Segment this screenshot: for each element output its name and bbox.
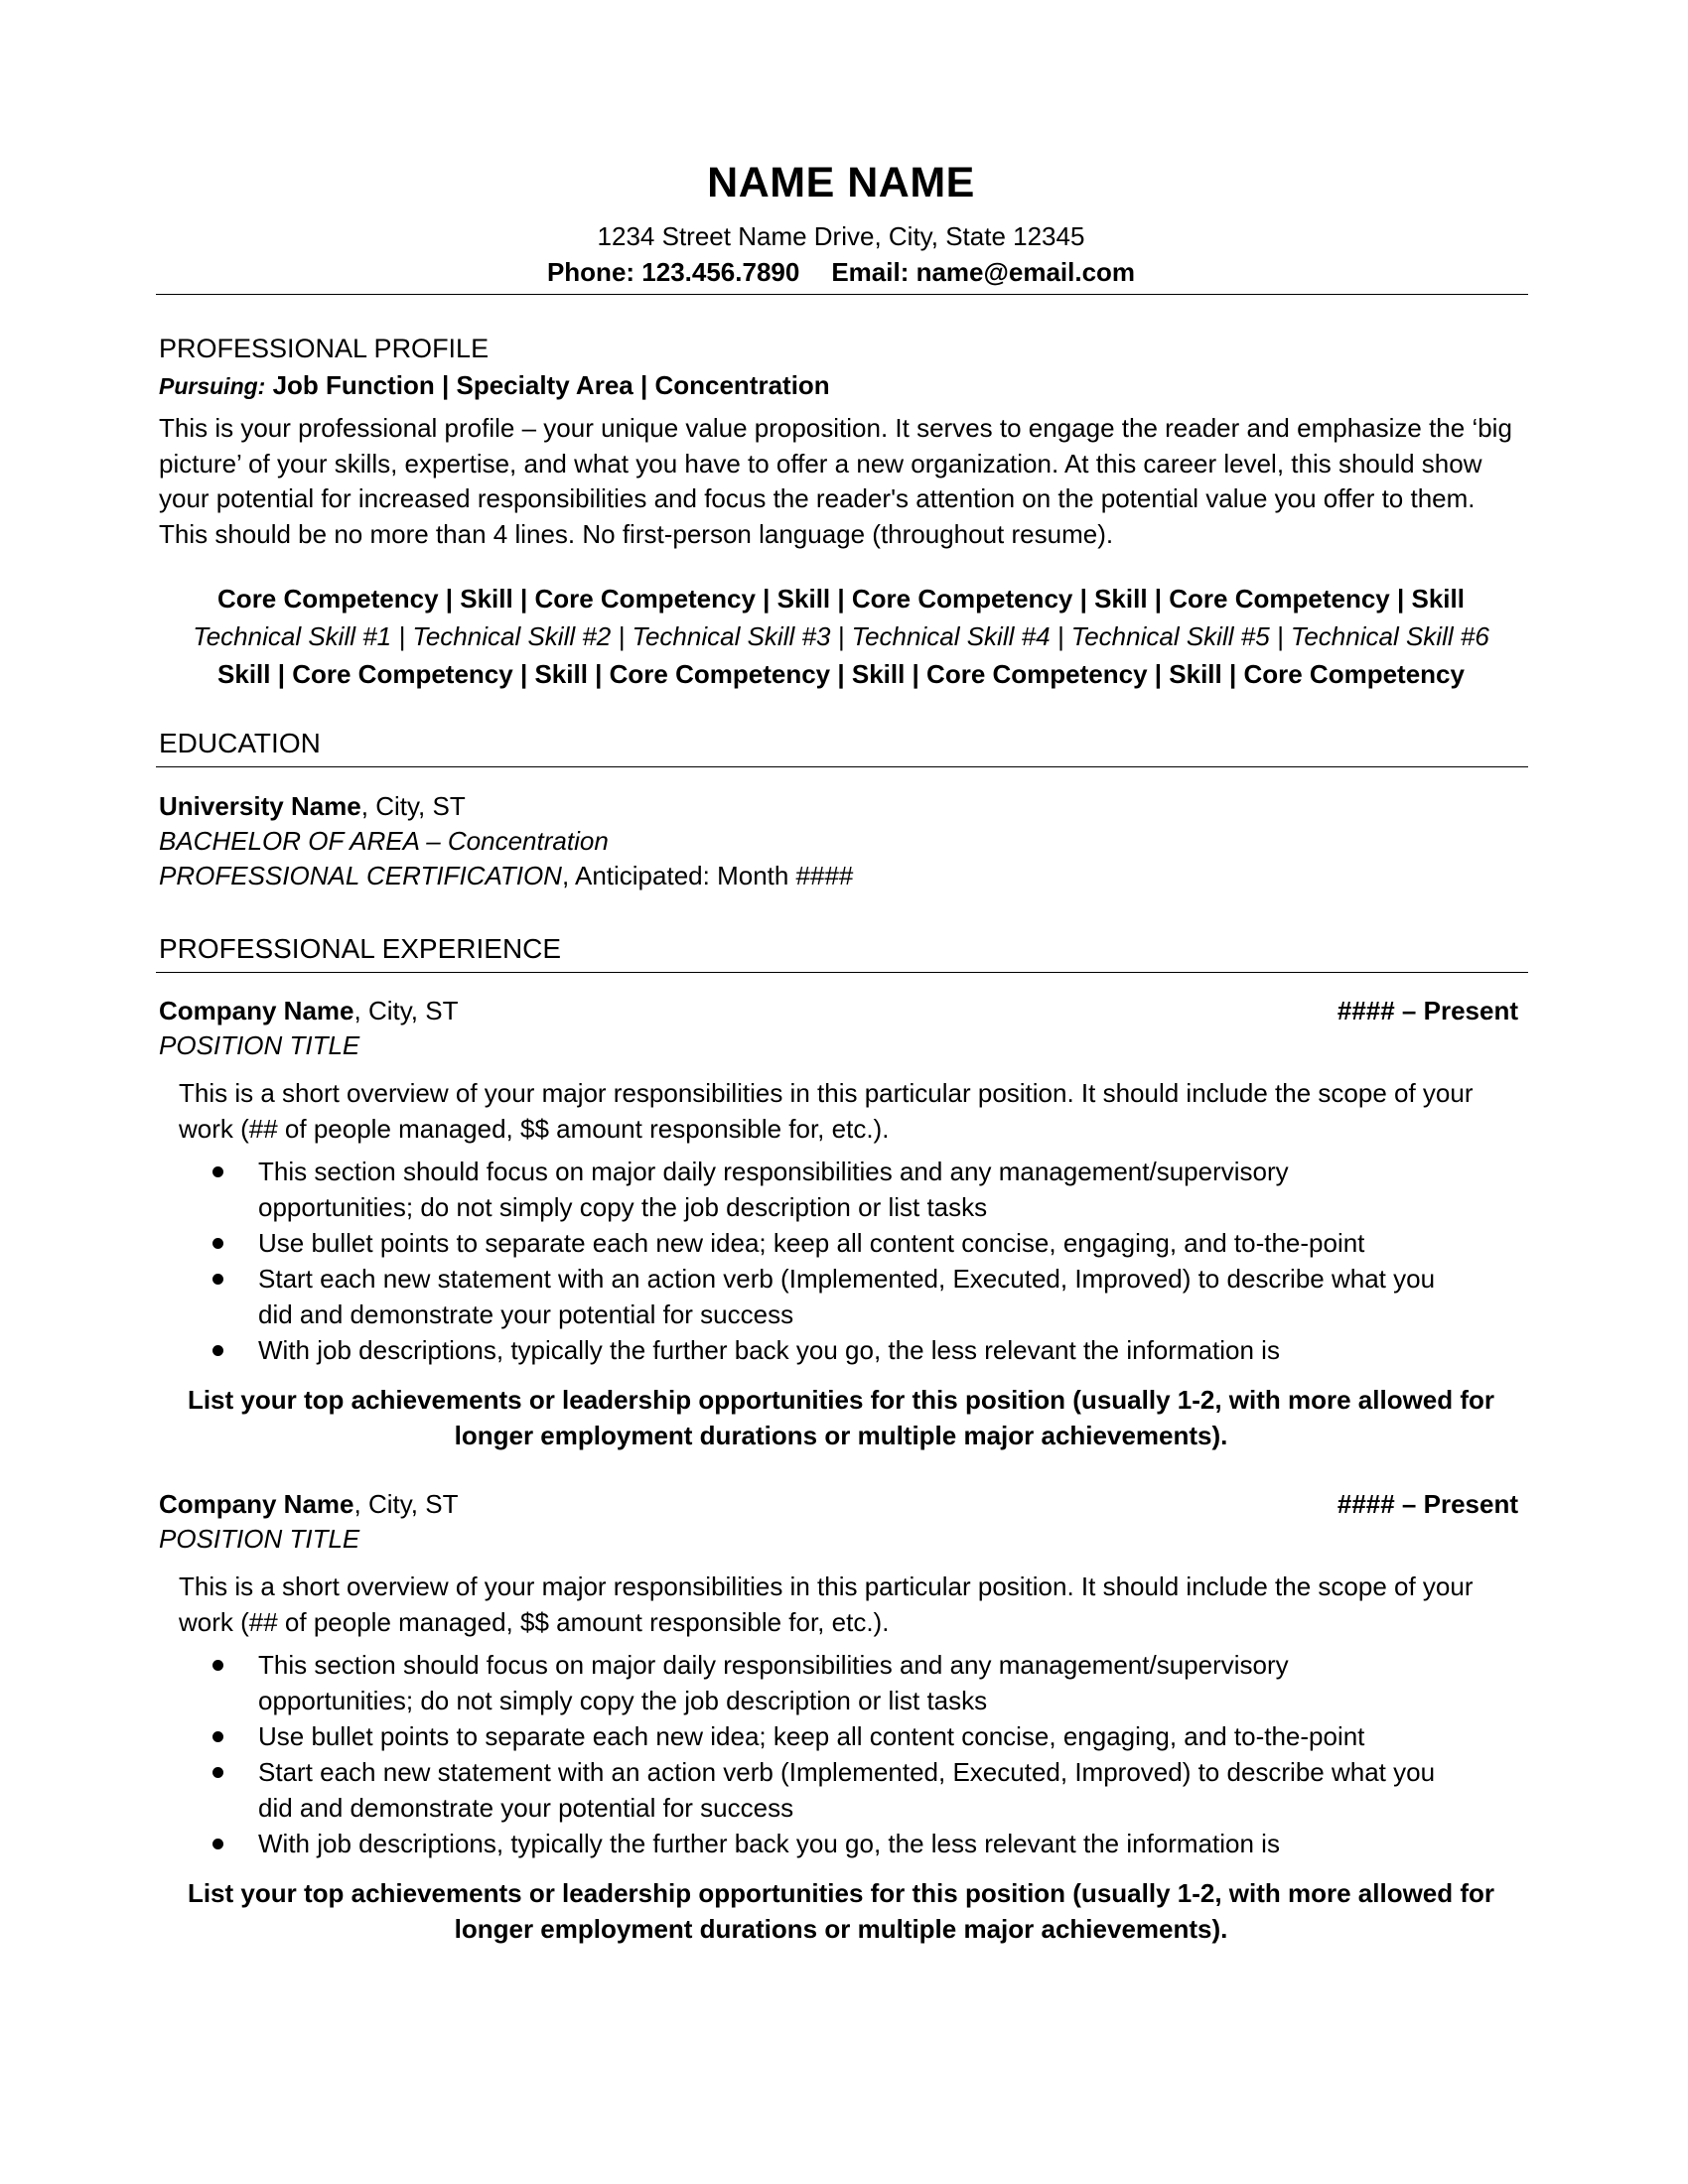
job-1-dates: #### – Present xyxy=(1336,996,1518,1025)
education-section-title: EDUCATION xyxy=(159,728,321,758)
job-1-company: Company Name xyxy=(159,996,354,1025)
degree-line: BACHELOR OF AREA – Concentration xyxy=(159,826,609,856)
pursuing-label: Pursuing: xyxy=(159,373,266,399)
experience-divider xyxy=(156,972,1528,973)
job-1-location: , City, ST xyxy=(353,996,459,1025)
pursuing-line xyxy=(159,370,830,401)
job-2-location: , City, ST xyxy=(353,1489,459,1519)
bullet-icon xyxy=(212,1767,223,1778)
job-1-achievements-line-2: longer employment durations or multiple major achievements). xyxy=(454,1420,1228,1450)
profile-summary: This is your professional profile – your unique value proposition. It serves to engage the reader and emphasize the ‘big picture’ of your skills, expertise, and what you have to offer a new organization. At this career level, this should show your potential for increased responsibilities and focus the reader's attention on the potential value you offer to them. This should be no more than 4 lines. No first-person language (throughout resume). xyxy=(159,413,1512,549)
header-divider xyxy=(156,294,1528,295)
job-1-company-line xyxy=(159,996,458,1026)
bullet-icon xyxy=(212,1166,223,1177)
bullet-icon xyxy=(212,1238,223,1249)
job-2-dates: #### – Present xyxy=(1336,1489,1518,1519)
certification-name: PROFESSIONAL CERTIFICATION xyxy=(159,861,562,890)
university-name: University Name xyxy=(159,791,361,821)
certification-line xyxy=(159,861,853,891)
list-item: This section should focus on major daily responsibilities and any management/supervisory opportunities; do not simply copy the job description or list tasks xyxy=(179,1647,1450,1718)
job-1-achievements-line-1: List your top achievements or leadership opportunities for this position (usually 1-2, with more allowed for xyxy=(187,1385,1495,1415)
experience-section-title: PROFESSIONAL EXPERIENCE xyxy=(159,933,562,964)
job-1-position: POSITION TITLE xyxy=(159,1030,360,1060)
job-1-overview: This is a short overview of your major responsibilities in this particular position. It should include the scope of your work (## of people managed, $$ amount responsible for, etc.). xyxy=(179,1078,1474,1144)
job-1-bullets xyxy=(179,1154,1489,1368)
skills-block xyxy=(156,580,1526,693)
bullet-icon xyxy=(212,1731,223,1742)
bullet-icon xyxy=(212,1839,223,1849)
job-2-company: Company Name xyxy=(159,1489,354,1519)
list-item: With job descriptions, typically the further back you go, the less relevant the information is xyxy=(179,1332,1450,1368)
list-item: Start each new statement with an action verb (Implemented, Executed, Improved) to describe what you did and demonstrate your potential for success xyxy=(179,1754,1450,1826)
job-2-achievements xyxy=(156,1876,1526,1947)
pursuing-value: Job Function | Specialty Area | Concentration xyxy=(272,370,830,400)
university-location: , City, ST xyxy=(360,791,466,821)
skills-line-3: Skill | Core Competency | Skill | Core Competency | Skill | Core Competency | Skill | Core Competency xyxy=(217,659,1465,689)
job-2-achievements-line-1: List your top achievements or leadership opportunities for this position (usually 1-2, with more allowed for xyxy=(187,1878,1495,1908)
list-item: Use bullet points to separate each new idea; keep all content concise, engaging, and to-the-point xyxy=(179,1718,1450,1754)
candidate-name: NAME NAME xyxy=(707,159,975,206)
job-2-bullets xyxy=(179,1647,1489,1861)
address-line: 1234 Street Name Drive, City, State 12345 xyxy=(597,221,1085,251)
list-item: This section should focus on major daily responsibilities and any management/supervisory opportunities; do not simply copy the job description or list tasks xyxy=(179,1154,1450,1225)
job-2-company-line xyxy=(159,1489,458,1520)
profile-section-title: PROFESSIONAL PROFILE xyxy=(159,334,490,363)
phone-text: Phone: 123.456.7890 xyxy=(546,257,800,287)
job-2-overview: This is a short overview of your major responsibilities in this particular position. It should include the scope of your work (## of people managed, $$ amount responsible for, etc.). xyxy=(179,1571,1474,1637)
job-2-achievements-line-2: longer employment durations or multiple major achievements). xyxy=(454,1913,1228,1944)
job-2-position: POSITION TITLE xyxy=(159,1524,360,1554)
job-1-achievements xyxy=(156,1383,1526,1453)
bullet-icon xyxy=(212,1345,223,1356)
list-item: Start each new statement with an action verb (Implemented, Executed, Improved) to describe what you did and demonstrate your potential for success xyxy=(179,1261,1450,1332)
skills-line-1: Core Competency | Skill | Core Competency | Skill | Core Competency | Skill | Core Competency | Skill xyxy=(217,584,1465,614)
education-divider xyxy=(156,766,1528,767)
list-item: With job descriptions, typically the further back you go, the less relevant the information is xyxy=(179,1826,1450,1861)
university-line xyxy=(159,791,466,822)
list-item: Use bullet points to separate each new idea; keep all content concise, engaging, and to-the-point xyxy=(179,1225,1450,1261)
bullet-icon xyxy=(212,1274,223,1285)
skills-line-2: Technical Skill #1 | Technical Skill #2 | Technical Skill #3 | Technical Skill #4 | Technical Skill #5 | Technical Skill #6 xyxy=(193,621,1489,651)
email-text: Email: name@email.com xyxy=(831,257,1136,287)
contact-line xyxy=(156,257,1526,288)
certification-date: , Anticipated: Month #### xyxy=(561,861,854,890)
bullet-icon xyxy=(212,1660,223,1671)
